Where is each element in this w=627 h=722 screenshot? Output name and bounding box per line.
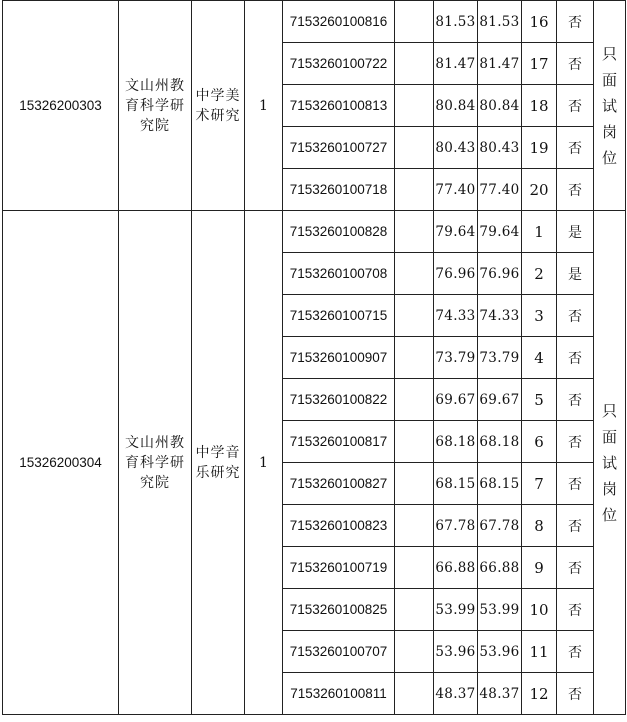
exam-number: 7153260100719 bbox=[283, 547, 395, 589]
empty-cell bbox=[395, 85, 434, 127]
rank: 7 bbox=[522, 463, 557, 505]
total-score: 53.96 bbox=[478, 631, 522, 673]
exam-number: 7153260100727 bbox=[283, 127, 395, 169]
exam-number: 7153260100811 bbox=[283, 673, 395, 715]
empty-cell bbox=[395, 169, 434, 211]
results-table bbox=[2, 0, 626, 715]
empty-cell bbox=[395, 463, 434, 505]
advance-flag: 否 bbox=[557, 631, 594, 673]
remark: 只面试岗位 bbox=[594, 1, 626, 211]
exam-number: 7153260100816 bbox=[283, 1, 395, 43]
written-score: 80.84 bbox=[434, 85, 478, 127]
advance-flag: 否 bbox=[557, 169, 594, 211]
exam-number: 7153260100817 bbox=[283, 421, 395, 463]
written-score: 66.88 bbox=[434, 547, 478, 589]
exam-number: 7153260100827 bbox=[283, 463, 395, 505]
advance-flag: 否 bbox=[557, 295, 594, 337]
written-score: 81.53 bbox=[434, 1, 478, 43]
advance-flag: 否 bbox=[557, 43, 594, 85]
exam-number: 7153260100707 bbox=[283, 631, 395, 673]
advance-flag: 否 bbox=[557, 589, 594, 631]
total-score: 77.40 bbox=[478, 169, 522, 211]
exam-number: 7153260100722 bbox=[283, 43, 395, 85]
total-score: 68.15 bbox=[478, 463, 522, 505]
advance-flag: 否 bbox=[557, 673, 594, 715]
rank: 1 bbox=[522, 211, 557, 253]
position-code: 15326200304 bbox=[3, 211, 119, 715]
rank: 20 bbox=[522, 169, 557, 211]
written-score: 80.43 bbox=[434, 127, 478, 169]
position-name: 中学美术研究 bbox=[192, 1, 245, 211]
empty-cell bbox=[395, 589, 434, 631]
total-score: 80.84 bbox=[478, 85, 522, 127]
total-score: 81.47 bbox=[478, 43, 522, 85]
advance-flag: 否 bbox=[557, 547, 594, 589]
total-score: 69.67 bbox=[478, 379, 522, 421]
unit-name: 文山州教育科学研究院 bbox=[119, 211, 192, 715]
rank: 4 bbox=[522, 337, 557, 379]
empty-cell bbox=[395, 295, 434, 337]
total-score: 76.96 bbox=[478, 253, 522, 295]
exam-number: 7153260100823 bbox=[283, 505, 395, 547]
advance-flag: 否 bbox=[557, 505, 594, 547]
advance-flag: 否 bbox=[557, 463, 594, 505]
written-score: 48.37 bbox=[434, 673, 478, 715]
exam-number: 7153260100715 bbox=[283, 295, 395, 337]
rank: 2 bbox=[522, 253, 557, 295]
empty-cell bbox=[395, 379, 434, 421]
rank: 9 bbox=[522, 547, 557, 589]
rank: 3 bbox=[522, 295, 557, 337]
advance-flag: 否 bbox=[557, 1, 594, 43]
table-row bbox=[3, 1, 626, 43]
rank: 17 bbox=[522, 43, 557, 85]
empty-cell bbox=[395, 127, 434, 169]
total-score: 80.43 bbox=[478, 127, 522, 169]
empty-cell bbox=[395, 253, 434, 295]
written-score: 53.99 bbox=[434, 589, 478, 631]
written-score: 79.64 bbox=[434, 211, 478, 253]
unit-name: 文山州教育科学研究院 bbox=[119, 1, 192, 211]
advance-flag: 是 bbox=[557, 211, 594, 253]
written-score: 74.33 bbox=[434, 295, 478, 337]
rank: 6 bbox=[522, 421, 557, 463]
position-name: 中学音乐研究 bbox=[192, 211, 245, 715]
total-score: 68.18 bbox=[478, 421, 522, 463]
total-score: 81.53 bbox=[478, 1, 522, 43]
advance-flag: 否 bbox=[557, 85, 594, 127]
total-score: 66.88 bbox=[478, 547, 522, 589]
advance-flag: 否 bbox=[557, 127, 594, 169]
empty-cell bbox=[395, 673, 434, 715]
empty-cell bbox=[395, 43, 434, 85]
total-score: 53.99 bbox=[478, 589, 522, 631]
rank: 12 bbox=[522, 673, 557, 715]
remark: 只面试岗位 bbox=[594, 211, 626, 715]
advance-flag: 否 bbox=[557, 337, 594, 379]
written-score: 53.96 bbox=[434, 631, 478, 673]
empty-cell bbox=[395, 505, 434, 547]
exam-number: 7153260100708 bbox=[283, 253, 395, 295]
position-code: 15326200303 bbox=[3, 1, 119, 211]
rank: 11 bbox=[522, 631, 557, 673]
exam-number: 7153260100907 bbox=[283, 337, 395, 379]
exam-number: 7153260100822 bbox=[283, 379, 395, 421]
empty-cell bbox=[395, 631, 434, 673]
rank: 5 bbox=[522, 379, 557, 421]
total-score: 48.37 bbox=[478, 673, 522, 715]
exam-number: 7153260100828 bbox=[283, 211, 395, 253]
empty-cell bbox=[395, 211, 434, 253]
exam-number: 7153260100825 bbox=[283, 589, 395, 631]
written-score: 77.40 bbox=[434, 169, 478, 211]
exam-number: 7153260100718 bbox=[283, 169, 395, 211]
advance-flag: 是 bbox=[557, 253, 594, 295]
written-score: 67.78 bbox=[434, 505, 478, 547]
hire-count: 1 bbox=[245, 1, 283, 211]
empty-cell bbox=[395, 421, 434, 463]
advance-flag: 否 bbox=[557, 421, 594, 463]
total-score: 74.33 bbox=[478, 295, 522, 337]
rank: 8 bbox=[522, 505, 557, 547]
table-row bbox=[3, 211, 626, 253]
exam-number: 7153260100813 bbox=[283, 85, 395, 127]
written-score: 81.47 bbox=[434, 43, 478, 85]
total-score: 73.79 bbox=[478, 337, 522, 379]
hire-count: 1 bbox=[245, 211, 283, 715]
rank: 10 bbox=[522, 589, 557, 631]
empty-cell bbox=[395, 1, 434, 43]
empty-cell bbox=[395, 337, 434, 379]
written-score: 76.96 bbox=[434, 253, 478, 295]
empty-cell bbox=[395, 547, 434, 589]
table-body bbox=[3, 1, 626, 715]
written-score: 69.67 bbox=[434, 379, 478, 421]
advance-flag: 否 bbox=[557, 379, 594, 421]
written-score: 73.79 bbox=[434, 337, 478, 379]
written-score: 68.15 bbox=[434, 463, 478, 505]
written-score: 68.18 bbox=[434, 421, 478, 463]
rank: 16 bbox=[522, 1, 557, 43]
total-score: 67.78 bbox=[478, 505, 522, 547]
rank: 19 bbox=[522, 127, 557, 169]
total-score: 79.64 bbox=[478, 211, 522, 253]
rank: 18 bbox=[522, 85, 557, 127]
